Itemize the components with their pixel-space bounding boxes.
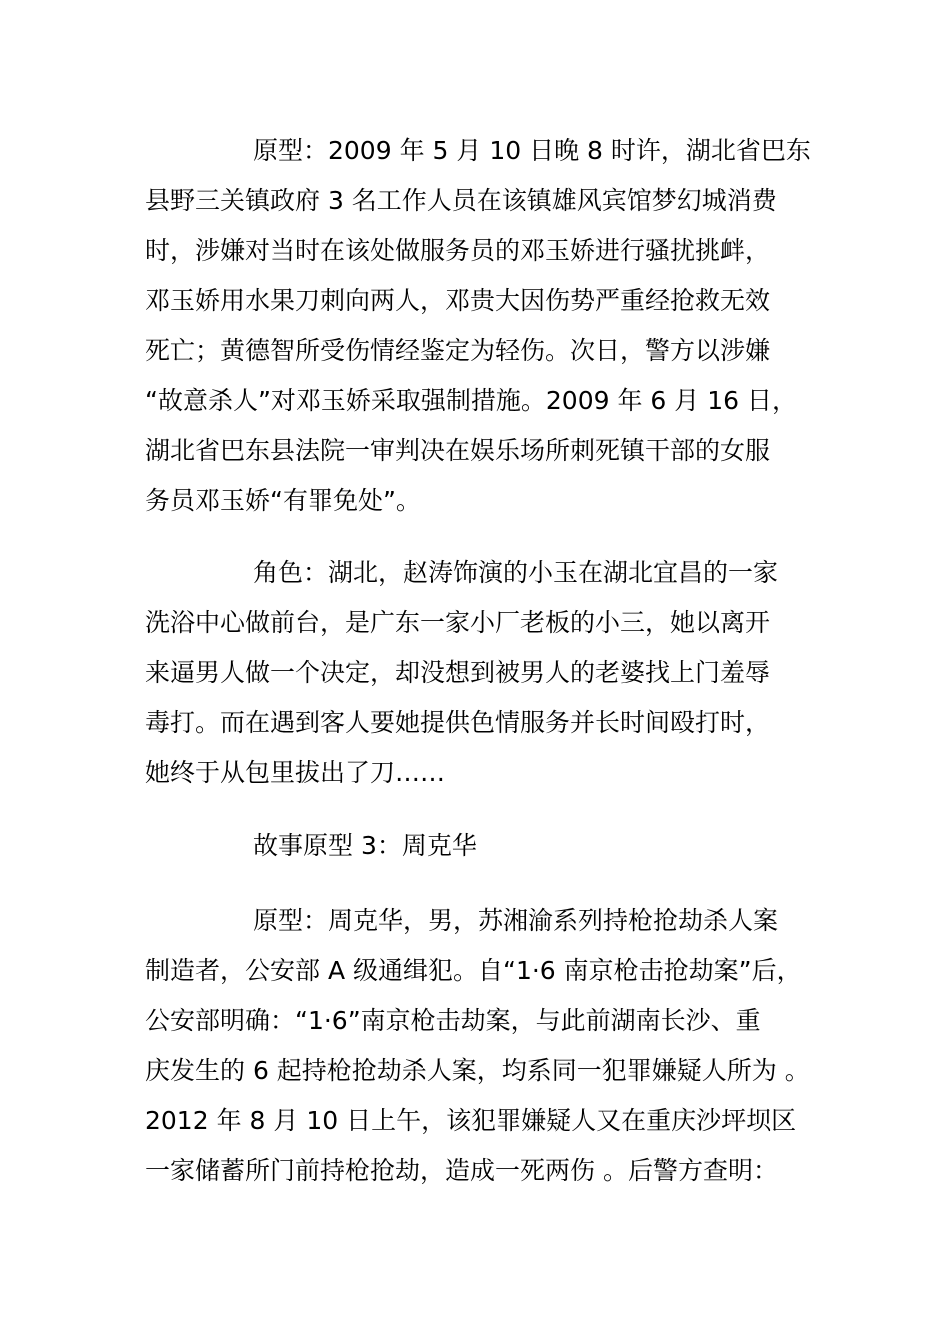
paragraph-1-line-2: 县野三关镇政府 3 名工作人员在该镇雄风宾馆梦幻城消费 — [145, 186, 777, 215]
paragraph-1-line-6: “故意杀人”对邓玉娇采取强制措施。2009 年 6 月 16 日， — [145, 386, 797, 415]
paragraph-3-line-4: 庆发生的 6 起持枪抢劫杀人案，均系同一犯罪嫌疑人所为 。 — [145, 1056, 810, 1085]
paragraph-3-line-5: 2012 年 8 月 10 日上午，该犯罪嫌疑人又在重庆沙坪坝区 — [145, 1106, 797, 1135]
paragraph-1-line-8: 务员邓玉娇“有罪免处”。 — [145, 486, 421, 515]
paragraph-3-line-2: 制造者，公安部 A 级通缉犯。自“1·6 南京枪击抢劫案”后， — [145, 956, 802, 985]
paragraph-2-line-1: 角色：湖北，赵涛饰演的小玉在湖北宜昌的一家 — [253, 558, 779, 587]
paragraph-1-line-7: 湖北省巴东县法院一审判决在娱乐场所刺死镇干部的女服 — [145, 436, 771, 465]
paragraph-1-line-3: 时，涉嫌对当时在该处做服务员的邓玉娇进行骚扰挑衅， — [145, 236, 771, 265]
paragraph-2-line-5: 她终于从包里拔出了刀…… — [145, 758, 446, 787]
paragraph-2-line-2: 洗浴中心做前台，是广东一家小厂老板的小三，她以离开 — [145, 608, 771, 637]
paragraph-3-line-3: 公安部明确：“1·6”南京枪击劫案，与此前湖南长沙、重 — [145, 1006, 761, 1035]
paragraph-3-line-1: 原型：周克华，男，苏湘渝系列持枪抢劫杀人案 — [253, 906, 779, 935]
paragraph-2-line-3: 来逼男人做一个决定，却没想到被男人的老婆找上门羞辱 — [145, 658, 771, 687]
paragraph-1-line-5: 死亡；黄德智所受伤情经鉴定为轻伤。次日，警方以涉嫌 — [145, 336, 771, 365]
paragraph-3-line-6: 一家储蓄所门前持枪抢劫，造成一死两伤 。后警方查明： — [145, 1156, 778, 1185]
section-heading: 故事原型 3：周克华 — [253, 831, 477, 860]
paragraph-2-line-4: 毒打。而在遇到客人要她提供色情服务并长时间殴打时， — [145, 708, 771, 737]
paragraph-1-line-1: 原型：2009 年 5 月 10 日晚 8 时许，湖北省巴东 — [253, 136, 811, 165]
paragraph-1-line-4: 邓玉娇用水果刀刺向两人，邓贵大因伤势严重经抢救无效 — [145, 286, 771, 315]
